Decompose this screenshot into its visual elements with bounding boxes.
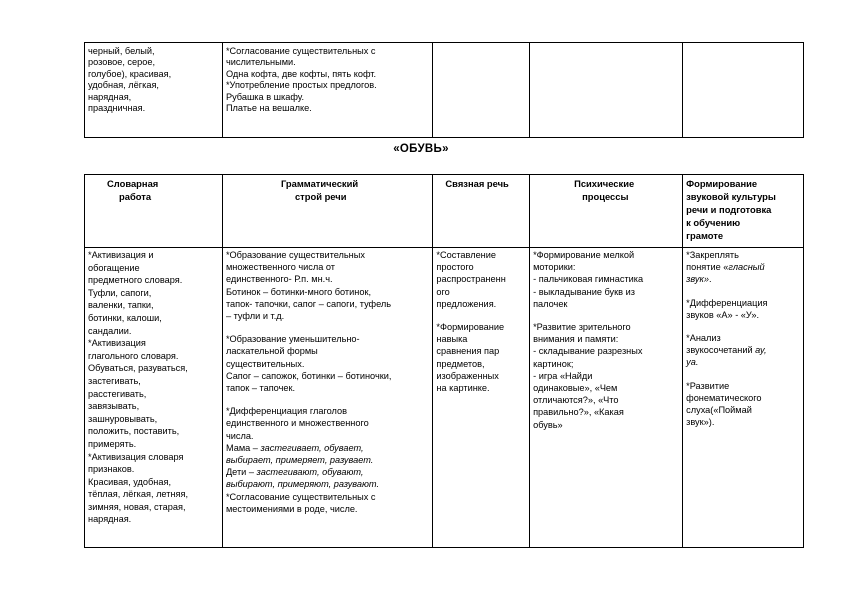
cell-line: изображенных	[436, 370, 499, 381]
table-row	[85, 248, 804, 548]
speech-cell	[433, 248, 530, 548]
cell-line: *Активизация словаря	[88, 451, 184, 462]
header-vocabulary	[85, 175, 223, 248]
cell-line: голубое), красивая,	[88, 68, 172, 79]
cell-line: *Анализ	[686, 333, 721, 344]
header-line: речи и подготовка	[686, 204, 772, 215]
cell-line	[686, 344, 801, 356]
header-connected-speech	[433, 175, 530, 248]
sound-culture-cell	[683, 43, 804, 138]
cell-line: *Формирование	[436, 322, 505, 333]
cell-line: фонематического	[686, 392, 762, 403]
cell-line: розовое, серое,	[88, 57, 156, 68]
cell-line: выбирают, примеряют, разувают.	[225, 479, 380, 490]
cell-line: зимняя, новая, старая,	[88, 501, 186, 512]
cell-line: на картинке.	[436, 383, 490, 394]
cell-line: выбирает, примеряет, разувает.	[225, 455, 374, 466]
cell-line: звук»).	[686, 417, 715, 428]
cell-line: предметного словаря.	[88, 275, 183, 286]
cell-line: *Формирование мелкой	[533, 250, 635, 260]
cell-line: черный, белый,	[88, 46, 155, 56]
cell-text-italic: застегивают, обувают,	[256, 467, 364, 478]
header-line: грамоте	[686, 230, 724, 241]
cell-line: моторики:	[533, 262, 576, 273]
header-line: Формирование	[686, 178, 758, 189]
section-title: «ОБУВЬ»	[393, 143, 449, 155]
table-header-row	[85, 175, 804, 248]
cell-line: ботинки, калоши,	[88, 312, 162, 323]
cell-line: сандалии.	[88, 325, 132, 336]
cell-line: слуха(«Поймай	[686, 405, 752, 416]
cell-line: расстегивать,	[88, 388, 147, 399]
cell-line: уа.	[686, 357, 699, 368]
processes-cell	[530, 43, 683, 138]
cell-line: удобная, лёгкая,	[88, 80, 159, 91]
cell-line: *Согласование существительных с	[225, 46, 376, 56]
cell-line	[226, 442, 430, 454]
header-line: звуковой культуры	[686, 191, 776, 202]
cell-line: внимания и памяти:	[533, 334, 619, 345]
cell-line: одинаковые», «Чем	[533, 383, 618, 394]
cell-line: числительными.	[225, 57, 296, 68]
header-line: Словарная	[107, 178, 159, 189]
cell-text-italic: ау,	[755, 345, 767, 356]
header-line: Психические	[574, 178, 635, 189]
cell-line: Ботинок – ботинки-много ботинок,	[225, 286, 372, 297]
header-line: Грамматический	[280, 178, 359, 189]
cell-line: тёплая, лёгкая, летняя,	[88, 489, 189, 500]
speech-cell	[433, 43, 530, 138]
cell-line: *Употребление простых предлогов.	[225, 80, 377, 91]
header-grammar	[222, 175, 432, 248]
cell-line: местоимениями в роде, числе.	[225, 503, 358, 514]
cell-line: застегивать,	[88, 375, 141, 386]
cell-line: примерять.	[88, 438, 137, 449]
cell-line	[686, 273, 801, 285]
cell-line: нарядная,	[88, 91, 132, 102]
cell-line: числа.	[225, 430, 254, 441]
grammar-cell	[222, 43, 432, 138]
sound-culture-cell	[683, 248, 804, 548]
header-line: процессы	[582, 191, 629, 202]
cell-line: предметов,	[436, 358, 485, 369]
cell-line: палочек	[533, 298, 568, 309]
cell-line	[686, 261, 801, 273]
cell-line: - складывание разрезных	[533, 346, 643, 357]
cell-text-italic: застегивает, обувает,	[260, 442, 364, 453]
header-processes	[530, 175, 683, 248]
cell-line: правильно?», «Какая	[533, 407, 624, 418]
cell-line: *Образование существительных	[225, 250, 365, 260]
cell-line: распространенн	[436, 274, 506, 285]
cell-line: множественного числа от	[225, 262, 336, 273]
cell-text: понятие «	[686, 262, 729, 273]
cell-line: *Образование уменьшительно-	[225, 334, 360, 345]
cell-line: предложения.	[436, 298, 497, 309]
cell-line: ого	[436, 286, 450, 297]
cell-line: Красивая, удобная,	[88, 476, 171, 487]
cell-line: обувь»	[533, 419, 563, 430]
header-line: строй речи	[294, 191, 347, 202]
cell-line: сравнения пар	[436, 346, 500, 357]
cell-line: ласкательной формы	[225, 346, 318, 357]
cell-line: *Активизация	[88, 338, 146, 349]
cell-line	[226, 466, 430, 478]
cell-line: обогащение	[88, 262, 140, 273]
cell-line: валенки, тапки,	[88, 300, 154, 311]
header-line: к обучению	[686, 217, 741, 228]
cell-line: Платье на вешалке.	[225, 103, 312, 114]
header-sound-culture	[683, 175, 804, 248]
header-line: работа	[119, 191, 152, 202]
cell-line: навыка	[436, 334, 468, 345]
cell-line: звуков «А» - «У».	[686, 309, 759, 320]
cell-line: зашнуровывать,	[88, 413, 158, 424]
cell-line: *Активизация и	[88, 250, 154, 260]
cell-line: *Составление	[436, 250, 496, 260]
cell-line: праздничная.	[88, 103, 146, 114]
cell-line: нарядная.	[88, 514, 132, 525]
cell-text: Дети –	[225, 467, 257, 478]
cell-line: признаков.	[88, 464, 135, 475]
cell-line: *Согласование существительных с	[225, 491, 376, 502]
cell-line: *Закреплять	[686, 250, 739, 260]
cell-line: Сапог – сапожок, ботинки – ботиночки,	[225, 370, 392, 381]
cell-line: - пальчиковая гимнастика	[533, 274, 644, 285]
cell-line: *Развитие	[686, 380, 730, 391]
cell-line: тапок- тапочки, сапог – сапоги, туфель	[225, 298, 392, 309]
cell-text: звукосочетаний	[686, 345, 756, 356]
clothing-table-continuation	[84, 42, 804, 138]
cell-line: Туфли, сапоги,	[88, 287, 152, 298]
cell-line: - игра «Найди	[533, 370, 593, 381]
cell-line: - выкладывание букв из	[533, 286, 635, 297]
cell-line: *Дифференциация глаголов	[225, 406, 347, 417]
vocabulary-cell	[85, 43, 223, 138]
cell-line: Обуваться, разуваться,	[88, 363, 188, 374]
cell-text-italic: гласный	[728, 262, 765, 273]
cell-line: глагольного словаря.	[88, 350, 179, 361]
cell-line: – туфли и т.д.	[225, 311, 285, 322]
header-line: Связная речь	[445, 178, 509, 189]
cell-line: завязывать,	[88, 401, 140, 412]
grammar-cell	[222, 248, 432, 548]
cell-line: Одна кофта, две кофты, пять кофт.	[225, 68, 377, 79]
cell-text: Мама –	[225, 442, 261, 453]
table-row	[85, 43, 804, 138]
cell-line: положить, поставить,	[88, 426, 180, 437]
cell-line: единственного и множественного	[225, 418, 369, 429]
cell-line: простого	[436, 262, 474, 273]
cell-line: отличаются?», «Что	[533, 395, 619, 406]
footwear-table	[84, 174, 804, 548]
cell-line: *Дифференциация	[686, 297, 768, 308]
cell-line: Рубашка в шкафу.	[225, 91, 305, 102]
cell-line: картинок;	[533, 358, 574, 369]
vocabulary-cell	[85, 248, 223, 548]
cell-line: *Развитие зрительного	[533, 322, 631, 333]
cell-line: тапок – тапочек.	[225, 383, 296, 394]
cell-text-italic: звук»	[686, 274, 709, 285]
cell-text: .	[708, 274, 712, 285]
cell-line: существительных.	[225, 358, 305, 369]
cell-line: единственного- Р.п. мн.ч.	[225, 274, 333, 285]
processes-cell	[530, 248, 683, 548]
